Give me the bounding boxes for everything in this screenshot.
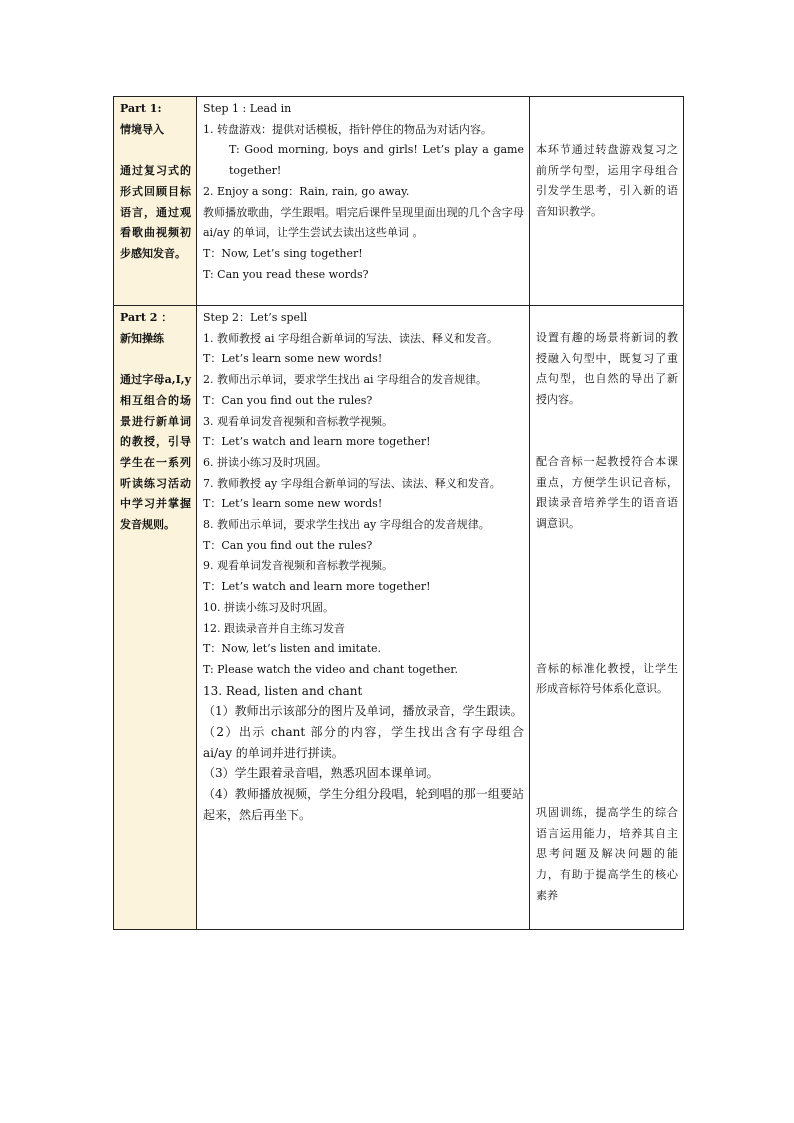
step-line: 12. 跟读录音并自主练习发音 <box>203 621 345 635</box>
step-line: （2）出示 chant 部分的内容，学生找出含有字母组合 ai/ay 的单词并进行拼读。 <box>203 725 524 760</box>
step-line: T: Can you read these words? <box>203 267 369 281</box>
part-2-notes-cell <box>530 306 684 930</box>
step-line: T: Good morning, boys and girls! Let’s play a game together! <box>229 143 524 178</box>
note-text: 设置有趣的场景将新词的教授融入句型中，既复习了重点句型，也自然的导出了新授内容。 <box>536 331 678 407</box>
step-line: T：Let’s watch and learn more together! <box>203 435 431 449</box>
step-line: T：Now, Let’s sing together! <box>203 246 363 260</box>
step-line: 6. 拼读小练习及时巩固。 <box>203 455 327 469</box>
part-1-subtitle: 情境导入 <box>120 122 164 136</box>
part-1-cell <box>114 97 197 306</box>
step-line: 3. 观看单词发音视频和音标教学视频。 <box>203 414 393 428</box>
part-2-subtitle: 新知操练 <box>120 331 164 345</box>
step-line: （4）教师播放视频，学生分组分段唱，轮到唱的那一组要站起来，然后再坐下。 <box>203 787 524 822</box>
note-text: 音标的标准化教授，让学生形成音标符号体系化意识。 <box>536 661 678 696</box>
step-line: T: Please watch the video and chant together. <box>203 662 458 676</box>
step-line: 2. Enjoy a song：Rain, rain, go away. <box>203 184 410 198</box>
step-line: Step 2：Let’s spell <box>203 311 308 324</box>
step-line: （1）教师出示该部分的图片及单词，播放录音，学生跟读。 <box>203 704 523 719</box>
part-1-description: 通过复习式的形式回顾目标语言，通过观看歌曲视频初步感知发音。 <box>120 164 191 260</box>
step-line: T：Can you find out the rules? <box>203 538 373 552</box>
step-line: T：Can you find out the rules? <box>203 393 373 407</box>
step-line: 1. 转盘游戏：提供对话模板，指针停住的物品为对话内容。 <box>203 122 492 136</box>
step-line: T：Let’s watch and learn more together! <box>203 580 431 594</box>
step-line: （3）学生跟着录音唱，熟悉巩固本课单词。 <box>203 766 439 781</box>
part-2-steps-cell <box>197 306 530 930</box>
table-row-part-1 <box>114 97 684 306</box>
table-row-part-2 <box>114 306 684 930</box>
note-text: 本环节通过转盘游戏复习之前所学句型，运用字母组合引发学生思考，引入新的语音知识教学。 <box>536 143 678 219</box>
step-line: Step 1 : Lead in <box>203 102 292 115</box>
note-text: 配合音标一起教授符合本课重点，方便学生识记音标，跟读录音培养学生的语音语调意识。 <box>536 454 678 530</box>
step-line: T：Let’s learn some new words! <box>203 352 383 366</box>
step-line: 13. Read, listen and chant <box>203 683 363 698</box>
part-1-steps-cell <box>197 97 530 306</box>
step-line: 2. 教师出示单词，要求学生找出 ai 字母组合的发音规律。 <box>203 373 488 387</box>
part-1-notes-cell <box>530 97 684 306</box>
step-line: T：Let’s learn some new words! <box>203 497 383 511</box>
part-2-title: Part 2 ： <box>120 311 173 324</box>
step-line: 8. 教师出示单词，要求学生找出 ay 字母组合的发音规律。 <box>203 518 490 532</box>
step-line: 7. 教师教授 ay 字母组合新单词的写法、读法、释义和发音。 <box>203 476 501 490</box>
step-line: 教师播放歌曲，学生跟唱。唱完后课件呈现里面出现的几个含字母 ai/ay 的单词，让学生尝试去读出这些单词 。 <box>203 205 524 240</box>
part-2-description: 通过字母a,I,y相互组合的场景进行新单词的教授，引导学生在一系列听读练习活动中学习并掌握发音规则。 <box>120 373 191 532</box>
step-line: 1. 教师教授 ai 字母组合新单词的写法、读法、释义和发音。 <box>203 331 499 345</box>
note-text: 巩固训练，提高学生的综合语言运用能力，培养其自主思考问题及解决问题的能力，有助于提高学生的核心素养 <box>536 806 678 902</box>
part-2-cell <box>114 306 197 930</box>
step-line: 9. 观看单词发音视频和音标教学视频。 <box>203 559 393 573</box>
step-line: T：Now, let’s listen and imitate. <box>203 642 382 656</box>
step-line: 10. 拼读小练习及时巩固。 <box>203 600 334 614</box>
part-1-title: Part 1: <box>120 102 162 115</box>
lesson-plan-table <box>113 96 684 930</box>
